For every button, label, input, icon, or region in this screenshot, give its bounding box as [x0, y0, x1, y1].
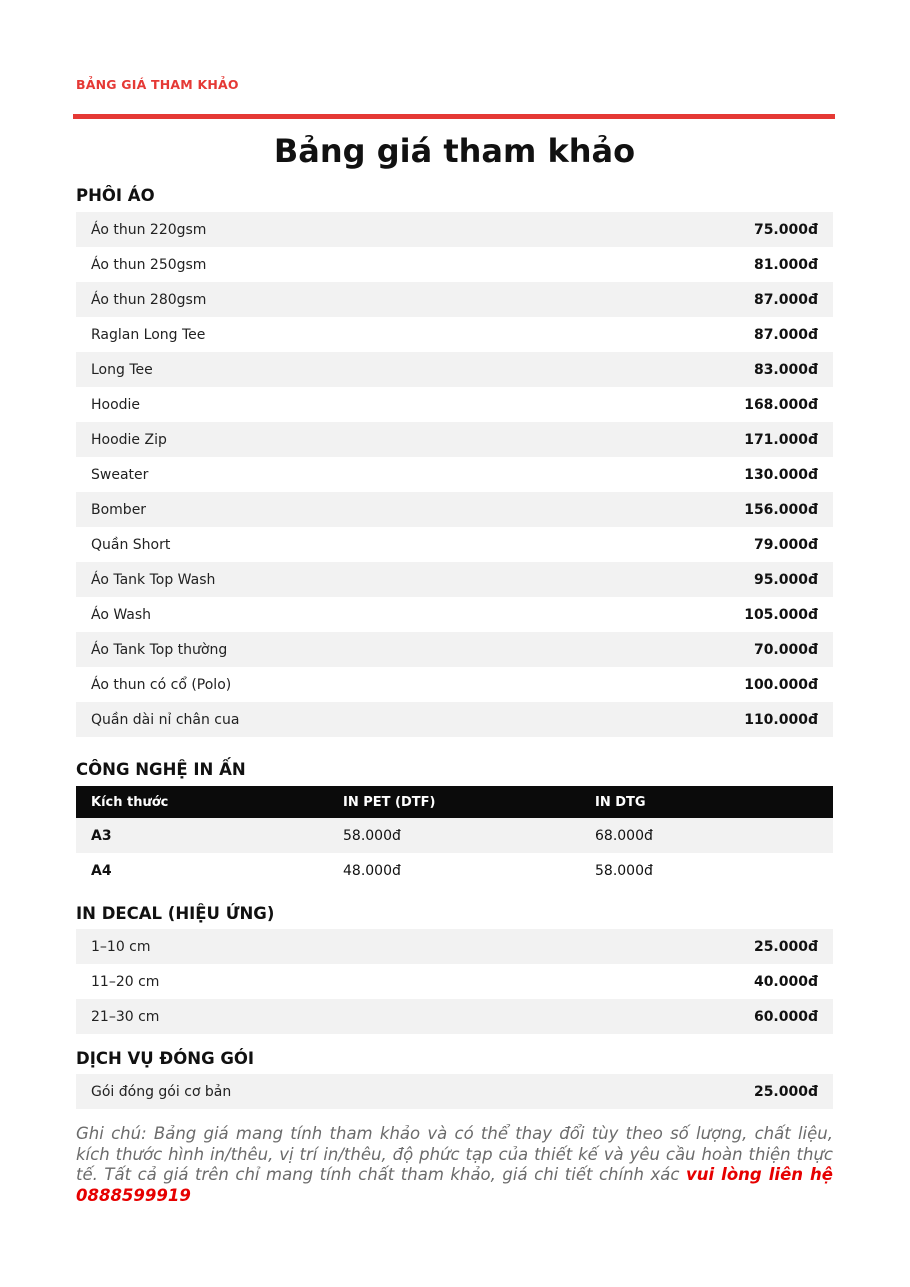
price-row — [76, 667, 833, 702]
decal-list — [76, 929, 833, 1034]
price-row — [76, 282, 833, 317]
section-heading-phoi-ao: PHÔI ÁO — [76, 186, 155, 205]
item-price: 25.000đ — [753, 1083, 818, 1100]
packaging-list — [76, 1074, 833, 1109]
price-row — [76, 702, 833, 737]
item-price: 70.000đ — [753, 641, 818, 658]
item-name: Áo thun 220gsm — [91, 221, 207, 238]
item-price: 110.000đ — [744, 711, 818, 728]
price-row — [76, 422, 833, 457]
section-heading-decal: IN DECAL (HIỆU ỨNG) — [76, 904, 275, 923]
price-row — [76, 317, 833, 352]
item-name: 11–20 cm — [91, 973, 160, 990]
item-name: Sweater — [91, 466, 149, 483]
item-name: Bomber — [91, 501, 147, 518]
footnote-text: Ghi chú: Bảng giá mang tính tham khảo và có thể thay đổi tùy theo số lượng, chất liệu, kích thước hình in/thêu, vị trí in/thêu, độ phức tạp của thiết kế và yêu cầu hoàn thiện thực tế. Tất cả giá trên chỉ mang tính chất tham khảo, giá chi tiết chính xác — [76, 1124, 833, 1184]
item-name: Áo thun 250gsm — [91, 256, 207, 273]
item-price: 156.000đ — [744, 501, 818, 518]
item-name: 21–30 cm — [91, 1008, 160, 1025]
table-row — [76, 818, 833, 853]
price-row — [76, 457, 833, 492]
item-price: 105.000đ — [744, 606, 818, 623]
table-row — [76, 853, 833, 888]
price-row — [76, 212, 833, 247]
section-heading-cong-nghe: CÔNG NGHỆ IN ẤN — [76, 760, 246, 779]
price-row — [76, 492, 833, 527]
item-name: Quần Short — [91, 536, 171, 553]
table-cell-dtf: 48.000đ — [343, 862, 401, 879]
item-name: Hoodie Zip — [91, 431, 167, 448]
item-name: Long Tee — [91, 361, 153, 378]
table-cell-dtg: 68.000đ — [595, 827, 653, 844]
section-heading-dong-goi: DỊCH VỤ ĐÓNG GÓI — [76, 1049, 255, 1068]
phoi-ao-list — [76, 212, 833, 737]
price-row — [76, 597, 833, 632]
item-price: 100.000đ — [744, 676, 818, 693]
price-row — [76, 527, 833, 562]
price-row — [76, 387, 833, 422]
item-price: 87.000đ — [753, 291, 818, 308]
column-header: IN DTG — [595, 794, 646, 810]
print-tech-table — [76, 786, 833, 888]
contact-link[interactable]: vui lòng liên hệ 0888599919 — [76, 1165, 833, 1205]
price-row — [76, 247, 833, 282]
price-row — [76, 352, 833, 387]
item-price: 81.000đ — [753, 256, 818, 273]
eyebrow-label: BẢNG GIÁ THAM KHẢO — [76, 77, 239, 92]
item-price: 25.000đ — [753, 938, 818, 955]
item-price: 130.000đ — [744, 466, 818, 483]
price-row — [76, 1074, 833, 1109]
item-price: 40.000đ — [753, 973, 818, 990]
item-price: 83.000đ — [753, 361, 818, 378]
header-divider — [73, 114, 835, 119]
item-name: Hoodie — [91, 396, 141, 413]
item-price: 79.000đ — [753, 536, 818, 553]
page-title: Bảng giá tham khảo — [273, 132, 636, 170]
item-name: Áo Tank Top thường — [91, 641, 228, 658]
price-row — [76, 964, 833, 999]
item-name: Áo thun có cổ (Polo) — [91, 676, 232, 693]
table-cell-dtg: 58.000đ — [595, 862, 653, 879]
footnote — [76, 1124, 833, 1206]
item-name: Áo Tank Top Wash — [91, 571, 216, 588]
table-body — [76, 818, 833, 888]
column-header: Kích thước — [91, 794, 169, 810]
item-name: Gói đóng gói cơ bản — [91, 1083, 232, 1100]
item-price: 95.000đ — [753, 571, 818, 588]
price-row — [76, 929, 833, 964]
item-name: Quần dài nỉ chân cua — [91, 711, 240, 728]
item-price: 60.000đ — [753, 1008, 818, 1025]
item-price: 168.000đ — [744, 396, 818, 413]
item-name: 1–10 cm — [91, 938, 151, 955]
item-price: 75.000đ — [753, 221, 818, 238]
table-cell-size: A3 — [91, 827, 112, 844]
table-cell-size: A4 — [91, 862, 112, 879]
item-name: Áo Wash — [91, 606, 152, 623]
price-row — [76, 632, 833, 667]
item-name: Raglan Long Tee — [91, 326, 206, 343]
table-header-row — [76, 786, 833, 818]
item-price: 171.000đ — [744, 431, 818, 448]
item-price: 87.000đ — [753, 326, 818, 343]
table-cell-dtf: 58.000đ — [343, 827, 401, 844]
item-name: Áo thun 280gsm — [91, 291, 207, 308]
column-header: IN PET (DTF) — [343, 794, 436, 810]
price-row — [76, 562, 833, 597]
price-row — [76, 999, 833, 1034]
